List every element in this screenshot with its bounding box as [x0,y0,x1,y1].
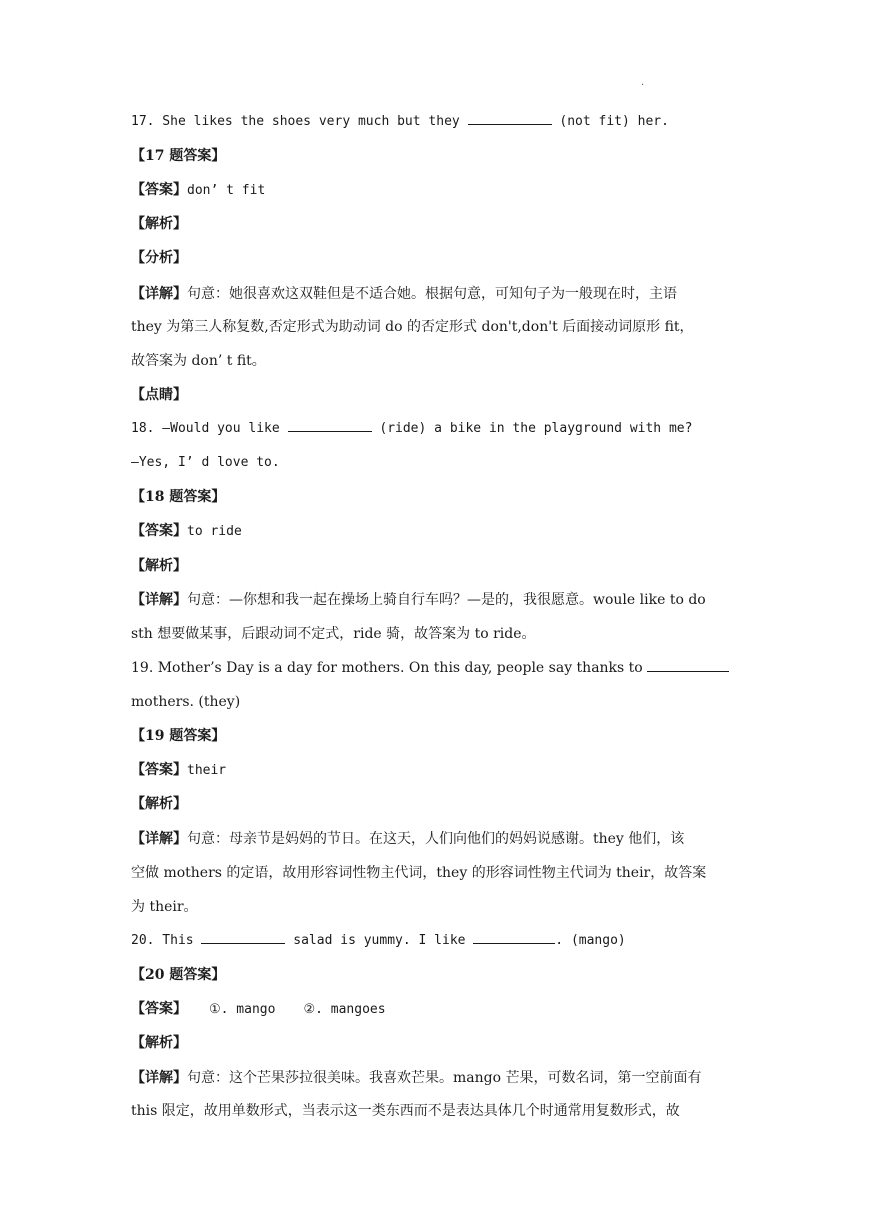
question-19-line-2: mothers. (they) [131,694,241,710]
q17-dianjing-label: 【点睛】 [131,387,187,403]
question-18-suffix: (ride) a bike in the playground with me? [379,421,693,436]
answer-1-text: ①. mango [209,1002,276,1017]
answer-label: 【答案】 [131,762,187,778]
q19-detail-line-1 [131,829,739,849]
question-18 [131,419,739,439]
question-17-suffix: (not fit) her. [559,114,669,129]
detail-label: 【详解】 [131,286,187,302]
q20-jiexi-label: 【解析】 [131,1035,187,1051]
answer-text: don’ t fit [187,183,266,198]
q20-detail-line-1 [131,1068,739,1088]
q19-jiexi-label: 【解析】 [131,796,187,812]
q17-answer [131,180,739,201]
answer-text: their [187,763,227,778]
q19-detail-line-2: 空做 mothers 的定语，故用形容词性物主代词，they 的形容词性物主代词为 their，故答案 [131,865,707,881]
q17-detail-line-3: 故答案为 don’ t fit。 [131,353,266,369]
answer-blank [288,419,372,432]
q18-jiexi-label: 【解析】 [131,558,187,574]
answer-blank-1 [201,931,285,944]
q17-jiexi-label: 【解析】 [131,216,187,232]
answer-blank [468,112,552,125]
q17-detail-line-1 [131,284,739,304]
question-20-middle: salad is yummy. I like [293,933,466,948]
q19-answer-header: 【19 题答案】 [131,728,226,744]
detail-text: 句意：她很喜欢这双鞋但是不适合她。根据句意，可知句子为一般现在时，主语 [187,286,677,302]
answer-label: 【答案】 [131,1001,187,1017]
question-17 [131,112,739,132]
q18-answer [131,521,739,542]
question-19-prefix: 19. Mother’s Day is a day for mothers. On this day, people say thanks to [131,660,643,676]
detail-label: 【详解】 [131,592,187,608]
detail-label: 【详解】 [131,831,187,847]
detail-label: 【详解】 [131,1070,187,1086]
q20-answer [131,999,739,1020]
q19-answer [131,760,739,781]
question-17-prefix: 17. She likes the shoes very much but they [131,114,460,129]
question-20-prefix: 20. This [131,933,194,948]
question-20 [131,931,739,951]
q18-answer-header: 【18 题答案】 [131,489,226,505]
q18-detail-line-1 [131,590,739,610]
detail-text: 句意：这个芒果莎拉很美味。我喜欢芒果。mango 芒果，可数名词，第一空前面有 [187,1070,702,1086]
question-20-suffix: . (mango) [555,933,626,948]
detail-text: 句意：母亲节是妈妈的节日。在这天，人们向他们的妈妈说感谢。they 他们，该 [187,831,685,847]
page-mark: · [641,80,645,91]
answer-blank-2 [473,931,555,944]
question-18-prefix: 18. —Would you like [131,421,280,436]
detail-text: 句意：—你想和我一起在操场上骑自行车吗？—是的，我很愿意。woule like to do [187,592,706,608]
q17-detail-line-2: they 为第三人称复数,否定形式为助动词 do 的否定形式 don't,don't 后面接动词原形 fit， [131,319,694,335]
answer-2-text: ②. mangoes [303,1002,386,1017]
answer-label: 【答案】 [131,523,187,539]
question-19 [131,658,739,678]
answer-text: to ride [187,524,242,539]
answer-label: 【答案】 [131,182,187,198]
q17-answer-header: 【17 题答案】 [131,148,226,164]
question-18-reply: —Yes, I’ d love to. [131,455,280,470]
q20-detail-line-2: this 限定，故用单数形式，当表示这一类东西而不是表达具体几个时通常用复数形式，故 [131,1103,680,1119]
q20-answer-header: 【20 题答案】 [131,967,226,983]
q19-detail-line-3: 为 their。 [131,899,198,915]
q18-detail-line-2: sth 想要做某事，后跟动词不定式，ride 骑，故答案为 to ride。 [131,626,536,642]
q17-fenxi-label: 【分析】 [131,250,187,266]
answer-blank [647,659,729,672]
